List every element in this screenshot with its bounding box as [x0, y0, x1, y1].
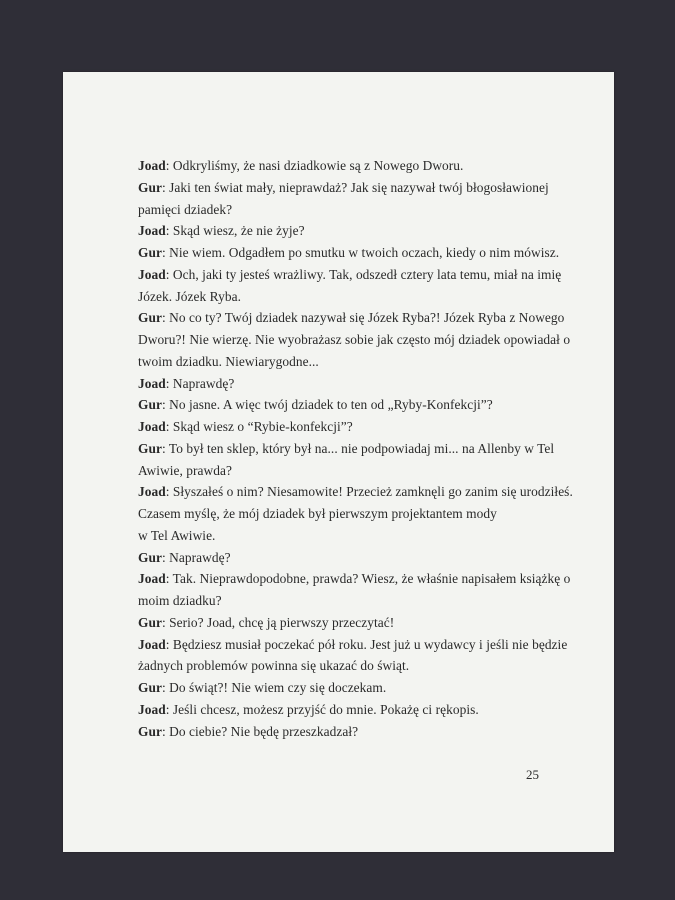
dialogue-line: [138, 503, 558, 525]
dialogue-line: [138, 286, 558, 308]
dialogue-line: [138, 307, 565, 329]
dialogue-line: [138, 677, 558, 699]
dialogue-line: [138, 634, 568, 656]
dialogue-line: [138, 373, 558, 395]
line-text: Awiwie, prawda?: [138, 462, 232, 478]
dialogue-line: [138, 547, 558, 569]
speaker-name: Joad: [138, 701, 166, 717]
speaker-name: Gur: [138, 440, 162, 456]
dialogue-line: [138, 525, 558, 547]
speaker-name: Joad: [138, 419, 166, 434]
speaker-name: Joad: [138, 158, 166, 173]
line-text: Nie wiem. Odgadłem po smutku w twoich oczach, kiedy o nim mówisz.: [165, 245, 560, 260]
dialogue-line: [138, 155, 558, 177]
dialogue-line: [138, 199, 558, 221]
speaker-name: Joad: [138, 223, 166, 239]
line-text: moim dziadku?: [138, 593, 222, 608]
line-text: Naprawdę?: [169, 375, 235, 391]
line-text: Tak. Nieprawdopodobne, prawda? Wiesz, że właśnie napisałem książkę o: [169, 571, 571, 587]
speaker-name: Gur: [138, 397, 162, 413]
dialogue-line: [138, 460, 558, 482]
dialogue-line: [138, 220, 558, 242]
line-text: twoim dziadku. Niewiarygodne...: [138, 353, 319, 369]
line-text: No jasne. A więc twój dziadek to ten od „Ryby-Konfekcji”?: [165, 397, 493, 413]
dialogue-line: [138, 590, 558, 612]
line-text: Do ciebie? Nie będę przeszkadzał?: [165, 723, 359, 739]
speaker-separator: :: [165, 636, 170, 652]
speaker-name: Joad: [138, 571, 166, 587]
speaker-separator: :: [161, 440, 166, 456]
speaker-name: Gur: [138, 723, 162, 739]
speaker-separator: :: [161, 245, 166, 260]
dialogue-line: [138, 481, 573, 503]
speaker-separator: :: [161, 310, 166, 326]
dialogue-line: [138, 655, 558, 677]
dialogue-line: [138, 416, 558, 438]
line-text: Odkryliśmy, że nasi dziadkowie są z Nowego Dworu.: [169, 158, 464, 173]
line-text: Jeśli chcesz, możesz przyjść do mnie. Pokażę ci rękopis.: [169, 701, 479, 717]
speaker-separator: :: [165, 266, 170, 282]
dialogue-line: [138, 351, 558, 373]
line-text: Będziesz musiał poczekać pół roku. Jest już u wydawcy i jeśli nie będzie: [169, 636, 568, 652]
speaker-name: Gur: [138, 614, 162, 630]
speaker-name: Gur: [138, 179, 162, 195]
line-text: Józek. Józek Ryba.: [138, 288, 241, 304]
dialogue-line: [138, 721, 558, 743]
dialogue-line: [138, 242, 558, 264]
speaker-separator: :: [161, 549, 166, 565]
line-text: Czasem myślę, że mój dziadek był pierwszym projektantem mody: [138, 506, 497, 521]
book-page: [63, 72, 614, 852]
dialogue-line: [138, 699, 558, 721]
speaker-separator: :: [161, 680, 166, 695]
dialogue-line: [138, 394, 558, 416]
line-text: Słyszałeś o nim? Niesamowite! Przecież zamknęli go zanim się urodziłeś.: [169, 484, 573, 500]
speaker-name: Joad: [138, 484, 166, 500]
speaker-separator: :: [165, 223, 170, 239]
speaker-separator: :: [161, 179, 166, 195]
line-text: Do świąt?! Nie wiem czy się doczekam.: [165, 680, 387, 695]
speaker-separator: :: [165, 484, 170, 500]
speaker-name: Gur: [138, 680, 162, 695]
line-text: w Tel Awiwie.: [138, 527, 216, 543]
line-text: pamięci dziadek?: [138, 201, 233, 217]
speaker-separator: :: [165, 375, 170, 391]
line-text: żadnych problemów powinna się ukazać do świąt.: [138, 658, 410, 674]
line-text: To był ten sklep, który był na... nie podpowiadaj mi... na Allenby w Tel: [165, 440, 555, 456]
page-number: 25: [526, 767, 539, 782]
speaker-name: Joad: [138, 375, 166, 391]
dialogue-line: [138, 612, 558, 634]
dialogue-line: [138, 329, 571, 351]
line-text: No co ty? Twój dziadek nazywał się Józek Ryba?! Józek Ryba z Nowego: [165, 310, 565, 326]
line-text: Skąd wiesz, że nie żyje?: [169, 223, 305, 239]
speaker-separator: :: [161, 614, 166, 630]
dialogue-line: [138, 264, 562, 286]
line-text: Skąd wiesz o “Rybie-konfekcji”?: [169, 419, 353, 434]
line-text: Jaki ten świat mały, nieprawdaż? Jak się nazywał twój błogosławionej: [165, 179, 549, 195]
line-text: Dworu?! Nie wierzę. Nie wyobrażasz sobie jak często mój dziadek opowiadał o: [138, 332, 571, 347]
speaker-name: Gur: [138, 549, 162, 565]
speaker-separator: :: [161, 723, 166, 739]
speaker-separator: :: [165, 571, 170, 587]
dialogue-line: [138, 438, 558, 460]
speaker-separator: :: [165, 701, 170, 717]
speaker-name: Gur: [138, 310, 162, 326]
speaker-separator: :: [165, 158, 170, 173]
speaker-name: Joad: [138, 266, 166, 282]
dialogue-text: [138, 155, 573, 742]
speaker-name: Joad: [138, 636, 166, 652]
speaker-name: Gur: [138, 245, 162, 260]
speaker-separator: :: [161, 397, 166, 413]
line-text: Naprawdę?: [165, 549, 231, 565]
line-text: Och, jaki ty jesteś wrażliwy. Tak, odszedł cztery lata temu, miał na imię: [169, 266, 562, 282]
line-text: Serio? Joad, chcę ją pierwszy przeczytać!: [165, 614, 395, 630]
speaker-separator: :: [165, 419, 170, 434]
dialogue-line: [138, 177, 558, 199]
dialogue-line: [138, 568, 571, 590]
